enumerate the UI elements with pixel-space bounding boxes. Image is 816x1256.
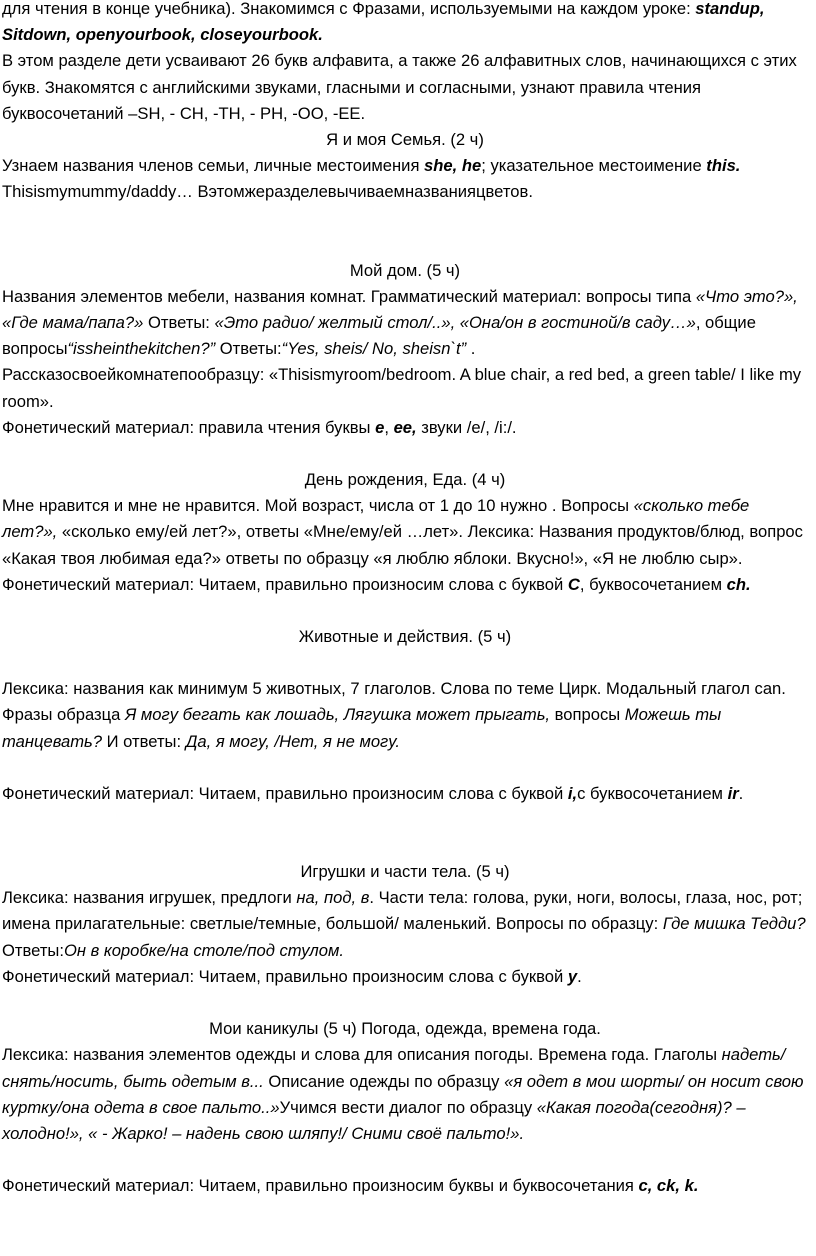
birthday-phonetics: Фонетический материал: Читаем, правильно произносим слова с буквой C, буквосочетанием ch.	[2, 574, 751, 594]
toys-phonetics: Фонетический материал: Читаем, правильно произносим слова с буквой y.	[2, 966, 582, 986]
toys-paragraph: Лексика: названия игрушек, предлоги на, под, в. Части тела: голова, руки, ноги, волосы, глаза, нос, рот; имена прилагательные: светлые/темные, большой/ маленький. Вопросы по образцу: Где мишка Тедди? Ответы:Он в коробке/на столе/под стулом.	[2, 888, 806, 960]
intro-paragraph: для чтения в конце учебника). Знакомимся с Фразами, используемыми на каждом уроке: standup, Sitdown, openyourbook, closeyourbook.	[2, 0, 765, 45]
section-heading-family: Я и моя Семья. (2 ч)	[326, 130, 484, 150]
section-heading-home: Мой дом. (5 ч)	[349, 260, 461, 280]
classroom-phrase: standup,	[695, 0, 765, 18]
home-phonetics: Фонетический материал: правила чтения буквы e, ee, звуки /e/, /i:/.	[2, 417, 517, 437]
section-heading-holidays: Мои каникулы (5 ч) Погода, одежда, времена года.	[209, 1019, 601, 1039]
section-heading-toys: Игрушки и части тела. (5 ч)	[300, 862, 510, 882]
document-page	[2, 0, 808, 1199]
classroom-phrases: Sitdown, openyourbook, closeyourbook.	[2, 25, 323, 45]
home-paragraph: Названия элементов мебели, названия комнат. Грамматический материал: вопросы типа «Что это?», «Где мама/папа?» Ответы: «Это радио/ желтый стол/..», «Она/он в гостиной/в саду…», общие вопросы“issheinthekitchen?” Ответы:“Yes, sheis/ No, sheisn`t” . Рассказосвоейкомнатепообразцу: «Thisismyroom/bedroom. A blue chair, a red bed, a green table/ I like my room».	[2, 286, 802, 411]
family-paragraph: Узнаем названия членов семьи, личные местоимения she, he; указательное местоимение this. Thisismymummy/daddy… Вэтомжеразделевычиваемназванияцветов.	[2, 156, 741, 202]
birthday-paragraph: Мне нравится и мне не нравится. Мой возраст, числа от 1 до 10 нужно . Вопросы «сколько тебе лет?», «сколько ему/ей лет?», ответы «Мне/ему/ей …лет». Лексика: Названия продуктов/блюд, вопрос «Какая твоя любимая еда?» ответы по образцу «я люблю яблоки. Вкусно!», «Я не люблю сыр».	[2, 496, 803, 568]
animals-paragraph: Лексика: названия как минимум 5 животных, 7 глаголов. Слова по теме Цирк. Модальный глагол can. Фразы образца Я могу бегать как лошадь, Лягушка может прыгать, вопросы Можешь ты танцевать? И ответы: Да, я могу, /Нет, я не могу.	[2, 679, 786, 751]
holidays-phonetics: Фонетический материал: Читаем, правильно произносим буквы и буквосочетания c, ck, k.	[2, 1176, 699, 1196]
holidays-paragraph: Лексика: названия элементов одежды и слова для описания погоды. Времена года. Глаголы надеть/снять/носить, быть одетым в... Описание одежды по образцу «я одет в мои шорты/ он носит свою куртку/она одета в свое пальто..»Учимся вести диалог по образцу «Какая погода(сегодня)? – холодно!», « - Жарко! – надень свою шляпу!/ Сними своё пальто!».	[2, 1045, 804, 1143]
section-heading-birthday: День рождения, Еда. (4 ч)	[304, 470, 506, 490]
alphabet-paragraph: В этом разделе дети усваивают 26 букв алфавита, а также 26 алфавитных слов, начинающихся с этих букв. Знакомятся с английскими звуками, гласными и согласными, узнают правила чтения буквосочетаний –SH, - CH, -TH, - PH, -OO, -EE.	[2, 51, 797, 123]
section-heading-animals: Животные и действия. (5 ч)	[298, 627, 512, 647]
animals-phonetics: Фонетический материал: Читаем, правильно произносим слова с буквой i,с буквосочетанием ir.	[2, 783, 744, 803]
